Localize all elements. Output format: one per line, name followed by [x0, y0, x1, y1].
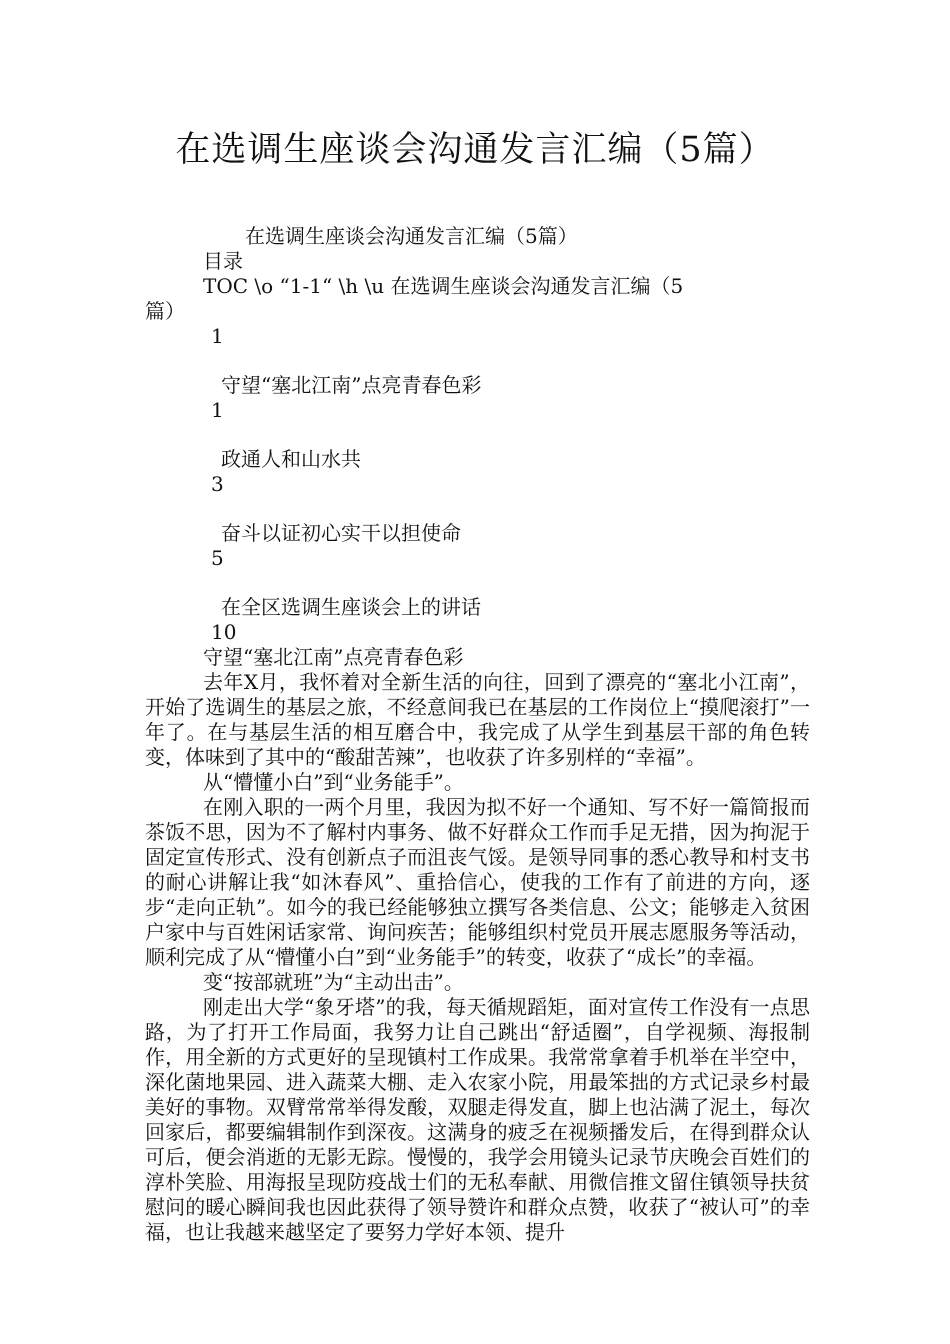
subheading-paragraph: 从“懵懂小白”到“业务能手”。 — [203, 770, 464, 794]
toc-entry[interactable]: 守望“塞北江南”点亮青春色彩 — [221, 373, 482, 397]
toc-entry[interactable]: 在全区选调生座谈会上的讲话 — [221, 595, 481, 619]
body-paragraph: 刚走出大学“象牙塔”的我，每天循规蹈矩，面对宣传工作没有一点思路，为了打开工作局面，我努力让自己跳出“舒适圈”，自学视频、海报制作，用全新的方式更好的呈现镇村工作成果。我常常拿着手机举在半空中，深化菌地果园、进入蔬菜大棚、走入农家小院，用最笨拙的方式记录乡村最美好的事物。双臂常常举得发酸，双腿走得发直，脚上也沾满了泥土，每次回家后，都要编辑制作到深夜。这满身的疲乏在视频播发后，在得到群众认可后，便会消逝的无影无踪。慢慢的，我学会用镜头记录节庆晚会百姓们的淳朴笑脸、用海报呈现防疫战士们的无私奉献、用微信推文留住镇领导扶贫慰问的暖心瞬间我也因此获得了领导赞许和群众点赞，收获了“被认可”的幸福，也让我越来越坚定了要努力学好本领、提升 — [145, 995, 810, 1244]
toc-page-number: 10 — [211, 620, 237, 644]
toc-page-number: 1 — [211, 398, 224, 422]
body-paragraph: 去年X月，我怀着对全新生活的向往，回到了漂亮的“塞北小江南”，开始了选调生的基层之旅，不经意间我已在基层的工作岗位上“摸爬滚打”一年了。在与基层生活的相互磨合中，我完成了从学生到基层干部的角色转变，体味到了其中的“酸甜苦辣”，也收获了许多别样的“幸福”。 — [145, 670, 810, 769]
document-body — [145, 224, 810, 1245]
toc-page-number: 5 — [211, 546, 224, 570]
section-title: 守望“塞北江南”点亮青春色彩 — [203, 645, 464, 669]
toc-entry[interactable]: 政通人和山水共 — [221, 447, 361, 471]
toc-page-number: 3 — [211, 472, 224, 496]
document-heading: 在选调生座谈会沟通发言汇编（5篇） — [245, 224, 578, 248]
toc-page-number: 1 — [211, 324, 224, 348]
toc-entry[interactable]: 奋斗以证初心实干以担使命 — [221, 521, 461, 545]
page-title: 在选调生座谈会沟通发言汇编（5篇） — [175, 130, 775, 170]
toc-label: 目录 — [203, 249, 243, 273]
toc-field-line: TOC \o “1-1“ \h \u 在选调生座谈会沟通发言汇编（5 — [203, 274, 684, 298]
toc-field-line-continued: 篇） — [145, 299, 185, 323]
body-paragraph: 在刚入职的一两个月里，我因为拟不好一个通知、写不好一篇简报而茶饭不思，因为不了解村内事务、做不好群众工作而手足无措，因为拘泥于固定宣传形式、没有创新点子而沮丧气馁。是领导同事的悉心教导和村支书的耐心讲解让我“如沐春风”、重拾信心，使我的工作有了前进的方向，逐步“走向正轨”。如今的我已经能够独立撰写各类信息、公文；能够走入贫困户家中与百姓闲话家常、询问疾苦；能够组织村党员开展志愿服务等活动，顺利完成了从“懵懂小白”到“业务能手”的转变，收获了“成长”的幸福。 — [145, 795, 810, 969]
subheading-paragraph: 变“按部就班”为“主动出击”。 — [203, 970, 464, 994]
